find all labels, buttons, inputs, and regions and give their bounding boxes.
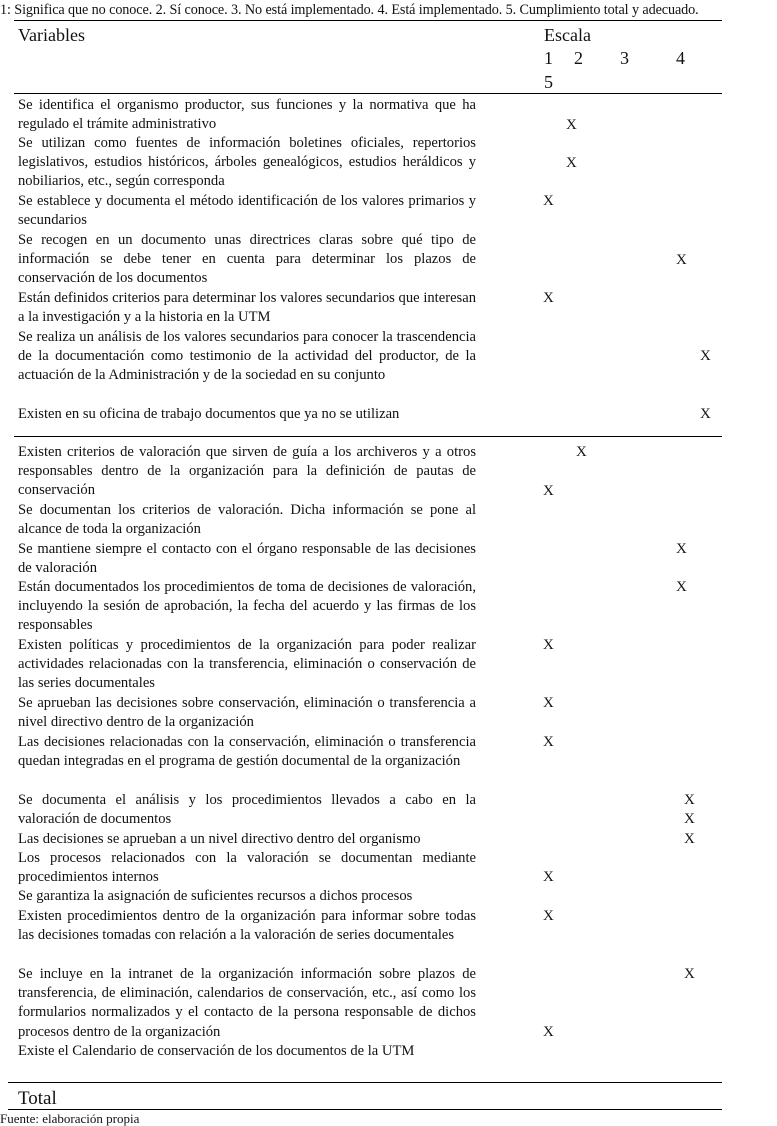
scale-mark: X (566, 155, 577, 171)
variable-row: Existen políticas y procedimientos de la organización para poder realizar actividades relacionadas con la transferencia, eliminación o conservación de las series documentales (18, 637, 476, 692)
variable-row: Existen procedimientos dentro de la organización para informar sobre todas las decisiones tomadas con relación a la valoración de series documentales (18, 908, 476, 944)
variable-row: Se identifica el organismo productor, sus funciones y la normativa que ha regulado el trámite administrativo (18, 97, 476, 133)
variable-row: Se realiza un análisis de los valores secundarios para conocer la trascendencia de la documentación como testimonio de la actividad del productor, de la actuación de la Administración y de la sociedad en su conjunto (18, 329, 476, 384)
scale-mark: X (684, 811, 695, 827)
variable-row: Las decisiones se aprueban a un nivel directivo dentro del organismo (18, 831, 421, 847)
scale-mark: X (543, 193, 554, 209)
scale-5: 5 (544, 72, 553, 92)
header-rule (14, 93, 722, 94)
scale-mark: X (700, 348, 711, 364)
scale-mark: X (566, 117, 577, 133)
scale-mark: X (543, 695, 554, 711)
variable-row: Las decisiones relacionadas con la conservación, eliminación o transferencia quedan integradas en el programa de gestión documental de la organización (18, 734, 476, 770)
scale-mark: X (543, 637, 554, 653)
scale-mark: X (576, 444, 587, 460)
total-rule (8, 1082, 722, 1083)
scale-3: 3 (620, 48, 629, 68)
variable-row: Se aprueban las decisiones sobre conservación, eliminación o transferencia a nivel directivo dentro de la organización (18, 695, 476, 731)
scale-4: 4 (676, 48, 685, 68)
scale-2: 2 (574, 48, 583, 68)
variable-row: Se documentan los criterios de valoración. Dicha información se pone al alcance de toda la organización (18, 502, 476, 538)
variables-header: Variables (18, 25, 85, 45)
scale-mark: X (543, 908, 554, 924)
variable-row: Los procesos relacionados con la valoración se documentan mediante procedimientos internos (18, 850, 476, 886)
section-rule (14, 436, 722, 437)
scale-mark: X (543, 1024, 554, 1040)
scale-mark: X (700, 406, 711, 422)
variable-row: Se mantiene siempre el contacto con el órgano responsable de las decisiones de valoración (18, 541, 476, 577)
scale-mark: X (684, 831, 695, 847)
scale-mark: X (684, 966, 695, 982)
scale-1: 1 (544, 48, 553, 68)
variable-row: Se recogen en un documento unas directrices claras sobre qué tipo de información se debe tener en cuenta para determinar los plazos de conservación de los documentos (18, 232, 476, 287)
variable-row: Existen en su oficina de trabajo documentos que ya no se utilizan (18, 406, 400, 422)
scale-mark: X (676, 252, 687, 268)
scale-legend: 1: Significa que no conoce. 2. Sí conoce. 3. No está implementado. 4. Está implementado. 5. Cumplimiento total y adecuado. (0, 2, 699, 18)
variable-row: Se documenta el análisis y los procedimientos llevados a cabo en la valoración de documentos (18, 792, 476, 828)
scale-mark: X (543, 869, 554, 885)
variable-row: Existe el Calendario de conservación de los documentos de la UTM (18, 1043, 415, 1059)
variable-row: Se garantiza la asignación de suficientes recursos a dichos procesos (18, 888, 413, 904)
total-label: Total (18, 1088, 57, 1109)
source-note: Fuente: elaboración propia (0, 1111, 140, 1126)
scale-mark: X (684, 792, 695, 808)
variable-row: Se incluye en la intranet de la organización información sobre plazos de transferencia, de eliminación, calendarios de conservación, etc., así como los formularios normalizados y el contacto de la persona responsable de dichos procesos dentro de la organización (18, 966, 476, 1040)
top-rule (14, 20, 722, 21)
scale-mark: X (543, 734, 554, 750)
scale-mark: X (543, 290, 554, 306)
scale-mark: X (676, 579, 687, 595)
variable-row: Se establece y documenta el método identificación de los valores primarios y secundarios (18, 193, 476, 229)
scale-mark: X (543, 483, 554, 499)
variable-row: Están definidos criterios para determinar los valores secundarios que interesan a la investigación y a la historia en la UTM (18, 290, 476, 326)
escala-header: Escala (544, 25, 591, 45)
scale-mark: X (676, 541, 687, 557)
variable-row: Se utilizan como fuentes de información boletines oficiales, repertorios legislativos, estudios históricos, árboles genealógicos, estudios heráldicos y nobiliarios, etc., según corresponda (18, 135, 476, 190)
variable-row: Están documentados los procedimientos de toma de decisiones de valoración, incluyendo la sesión de aprobación, la fecha del acuerdo y las firmas de los responsables (18, 579, 476, 634)
variable-row: Existen criterios de valoración que sirven de guía a los archiveros y a otros responsables dentro de la organización para la definición de pautas de conservación (18, 444, 476, 499)
